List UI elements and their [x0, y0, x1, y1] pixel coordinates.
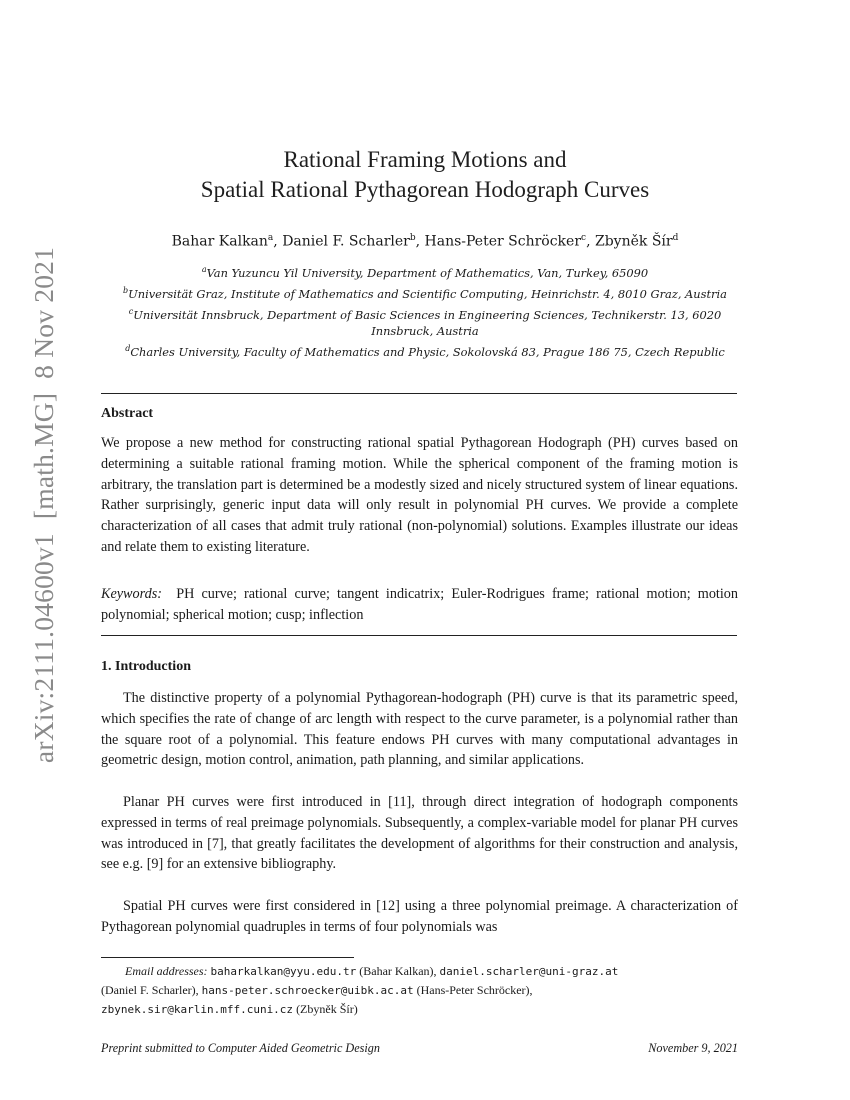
paragraph-text: Planar PH curves were first introduced in [11], through direct integration of hodograph components expressed in terms of real preimage polynomials. Subsequently, a complex-variable model for planar PH curves was introduced in [7], that greatly facilitates the development of algorithms for their construction and analysis, see e.g. [9] for an extensive bibliography. [101, 794, 738, 873]
author-name: Daniel F. Scharler [282, 233, 410, 250]
author-name: Bahar Kalkan [171, 233, 268, 250]
arxiv-category: [math.MG] [28, 392, 59, 520]
affiliation-text: Charles University, Faculty of Mathematics and Physic, Sokolovská 83, Prague 186 75, Czech Republic [130, 345, 725, 360]
author-mark: b [409, 233, 416, 243]
author-list [0, 228, 850, 252]
preprint-note: Preprint submitted to Computer Aided Geometric Design [101, 1041, 380, 1055]
paragraph-text: The distinctive property of a polynomial Pythagorean-hodograph (PH) curve is that its parametric speed, which specifies the rate of change of arc length with respect to the curve parameter, is a polynomial rather than the square root of a polynomial. This feature endows PH curves with many computational advantages in geometric design, motion control, animation, path planning, and similar applications. [101, 690, 738, 769]
affiliation-text: Universität Innsbruck, Department of Basic Sciences in Engineering Sciences, Technikerstr. 13, 6020 [133, 307, 722, 322]
affiliation [95, 282, 755, 303]
arxiv-date: 8 Nov 2021 [28, 246, 59, 379]
email-owner: (Hans-Peter Schröcker), [416, 983, 533, 997]
abstract-text: We propose a new method for constructing rational spatial Pythagorean Hodograph (PH) curves based on determining a suitable rational framing motion. While the spherical component of the framing motion is arbitrary, the translation part is determined be a modestly sized and nicely structured system of linear equations. Rather surprisingly, generic input data will only result in polynomial PH curves. We provide a complete characterization of all cases that admit truly rational (non-polynomial) solutions. Examples illustrate our ideas and relate them to existing literature. [101, 435, 738, 555]
footer-date: November 9, 2021 [648, 1041, 738, 1055]
arxiv-id: arXiv:2111.04600v1 [28, 533, 59, 764]
email-link[interactable]: hans-peter.schroecker@uibk.ac.at [201, 984, 414, 997]
email-label: Email addresses: [125, 964, 208, 978]
author-mark: d [672, 233, 679, 243]
email-owner: (Zbyněk Šír) [296, 1002, 358, 1016]
author-name: Zbyněk Šír [594, 233, 673, 250]
author-separator: , [273, 233, 283, 250]
paper-title [0, 145, 850, 205]
footnote-rule [101, 957, 354, 958]
keywords [101, 584, 738, 626]
affiliation-mark: a [201, 265, 207, 274]
affiliation [95, 261, 755, 282]
email-link[interactable]: zbynek.sir@karlin.mff.cuni.cz [101, 1003, 294, 1016]
author-separator: , [415, 233, 425, 250]
intro-paragraph [101, 688, 738, 771]
section-heading-introduction: 1. Introduction [101, 659, 191, 674]
email-owner: (Daniel F. Scharler), [101, 983, 199, 997]
affiliation-text: Van Yuzuncu Yil University, Department of Mathematics, Van, Turkey, 65090 [206, 265, 649, 280]
author-separator: , [586, 233, 595, 250]
affiliations [95, 261, 755, 361]
affiliation-continued: Innsbruck, Austria [371, 324, 479, 339]
abstract-bottom-rule [101, 635, 737, 636]
email-footnote [101, 962, 741, 1019]
keywords-label: Keywords: [101, 586, 162, 602]
affiliation-mark: c [128, 306, 134, 316]
affiliation [95, 340, 755, 361]
email-link[interactable]: daniel.scharler@uni-graz.at [439, 965, 619, 978]
affiliation [95, 303, 755, 324]
email-link[interactable]: baharkalkan@yyu.edu.tr [210, 965, 357, 978]
intro-paragraph [101, 896, 738, 938]
title-line-2: Spatial Rational Pythagorean Hodograph Curves [200, 177, 650, 202]
abstract-heading: Abstract [101, 406, 154, 421]
email-owner: (Bahar Kalkan), [359, 964, 437, 978]
abstract-top-rule [101, 393, 737, 394]
author-mark: c [581, 233, 587, 243]
affiliation-mark: b [123, 285, 129, 295]
arxiv-stamp [28, 233, 60, 763]
author-name: Hans-Peter Schröcker [424, 233, 582, 250]
title-line-1: Rational Framing Motions and [283, 147, 567, 172]
paragraph-text: Spatial PH curves were first considered in [12] using a three polynomial preimage. A characterization of Pythagorean polynomial quadruples in terms of four polynomials was [101, 898, 738, 935]
intro-paragraph [101, 792, 738, 875]
keywords-text: PH curve; rational curve; tangent indicatrix; Euler-Rodrigues frame; rational motion; motion polynomial; spherical motion; cusp; inflection [101, 586, 738, 623]
author-mark: a [267, 233, 274, 243]
affiliation-text: Universität Graz, Institute of Mathematics and Scientific Computing, Heinrichstr. 4, 8010 Graz, Austria [128, 286, 727, 301]
affiliation-mark: d [125, 344, 131, 354]
